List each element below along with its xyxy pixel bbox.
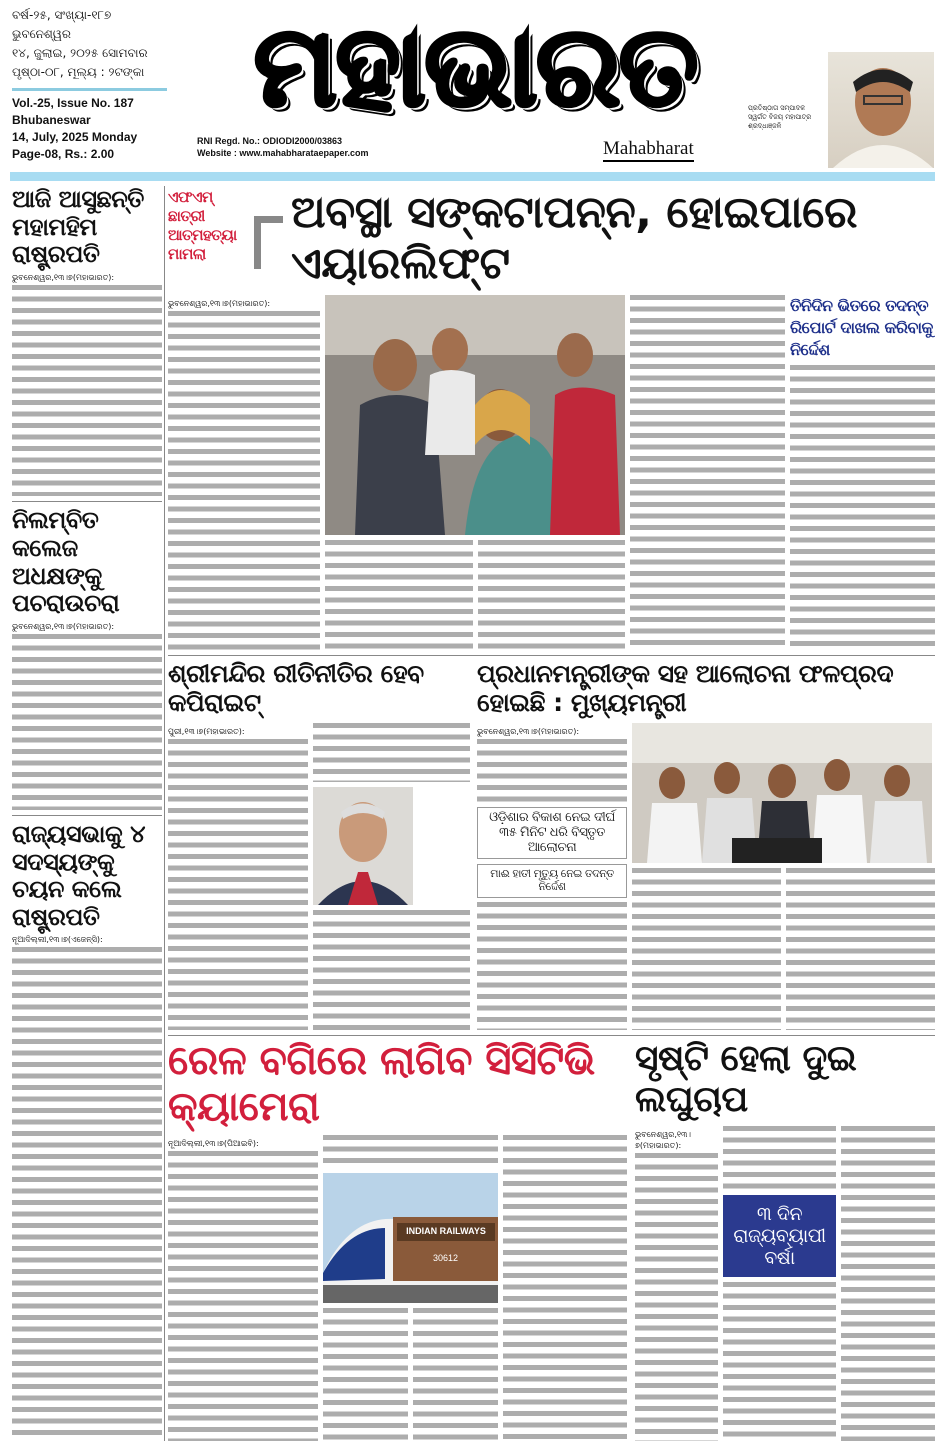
rail-column — [168, 1135, 318, 1441]
temple-column — [313, 723, 470, 1031]
highlight-box: ମାଈ ହାତୀ ମୃତ୍ୟୁ ନେଇ ତଦନ୍ତ ନିର୍ଦ୍ଦେଶ — [477, 864, 627, 897]
english-info-line: Bhubaneswar — [12, 113, 91, 127]
cm-story — [477, 660, 935, 1030]
article-body-text — [478, 540, 626, 650]
headline-rajyasabha: ରାଜ୍ୟସଭାକୁ ୪ ସଦସ୍ୟଙ୍କୁ ଚୟନ କଲେ ରାଷ୍ଟ୍ରପତି — [12, 820, 145, 931]
headline-rail: ରେଳ ବଗିରେ ଲାଗିବ ସିସିଟିଭି କ୍ୟାମେରା — [168, 1038, 595, 1130]
english-name: Mahabharat — [603, 138, 694, 162]
lead-photo-column — [325, 295, 625, 650]
article-body-text — [323, 1135, 498, 1168]
article-body-text — [168, 1151, 318, 1441]
article-body-text — [313, 723, 470, 783]
rail-photo-text — [323, 1308, 498, 1441]
lead-subhead: ତିନିଦିନ ଭିତରେ ତଦନ୍ତ ରିପୋର୍ଟ ଦାଖଲ କରିବାକୁ ନିର୍ଦ୍ଦେଶ — [790, 296, 933, 360]
article-body-text — [632, 868, 781, 1031]
lead-kicker: ଏଫଏମ୍ ଛାତ୍ରୀ ଆତ୍ମହତ୍ୟା ମାମଲା — [168, 188, 237, 263]
odia-info-line: ୧୪, ଜୁଲାଇ, ୨୦୨୫ ସୋମବାର — [12, 46, 148, 60]
divider — [12, 88, 167, 91]
weather-story — [635, 1038, 935, 1441]
article-body-text — [313, 910, 470, 1030]
dateline: ଭୁବନେଶ୍ୱର,୧୩।୭(ମହାଭାରତ): — [635, 1129, 691, 1150]
article-body-text — [323, 1308, 408, 1441]
rail-story — [168, 1038, 627, 1441]
cm-column — [477, 723, 627, 1031]
cm-photo-text — [632, 868, 935, 1031]
dateline: ଭୁବନେଶ୍ୱର,୧୩।୭(ମହାଭାରତ): — [477, 726, 580, 736]
kicker-bracket — [254, 216, 283, 269]
dateline: ଭୁବନେଶ୍ୱର,୧୩।୭(ମହାଭାରତ): — [12, 621, 115, 631]
divider — [168, 655, 935, 656]
rni-number: RNI Regd. No.: ODIODI2000/03863 — [197, 136, 343, 146]
weather-column — [635, 1126, 718, 1441]
article-body-text — [168, 311, 320, 650]
dateline: ନୂଆଦିଲ୍ଲୀ,୧୩।୭(ଏଜେନ୍ସି): — [12, 935, 103, 945]
newspaper-logo: ମହାଭାରତ — [253, 2, 697, 132]
article-body-text — [841, 1126, 935, 1441]
lead-photo — [325, 295, 625, 535]
accent-bar — [10, 172, 935, 181]
article-body-text — [786, 868, 935, 1031]
left-column — [12, 186, 162, 1441]
temple-story — [168, 660, 470, 1030]
divider — [12, 815, 162, 816]
article-body-text — [790, 365, 935, 650]
lead-body — [168, 295, 935, 650]
article-body-text — [477, 739, 627, 803]
odia-info-line: ଭୁବନେଶ୍ୱର — [12, 27, 71, 41]
rail-column — [503, 1135, 627, 1441]
article-body-text — [630, 295, 785, 650]
weather-body — [635, 1126, 935, 1441]
article-body-text — [723, 1126, 836, 1190]
founder-caption — [748, 104, 826, 131]
english-info-line: 14, July, 2025 Monday — [12, 130, 138, 144]
caption-line: ଶ୍ରଦ୍ଧାଞ୍ଜଳି — [748, 122, 782, 130]
odia-info-line: ବର୍ଷ-୨୫, ସଂଖ୍ୟା-୧୮୭ — [12, 8, 112, 22]
dateline: ଭୁବନେଶ୍ୱର,୧୩।୭(ମହାଭାରତ): — [168, 299, 271, 309]
cm-body — [477, 723, 935, 1031]
founder-photo — [828, 52, 934, 168]
caption-line: ସ୍ୱର୍ଗତ ବିଜୟ ମହାପାତ୍ର — [748, 113, 812, 121]
headline-college: ନିଲମ୍ବିତ କଲେଜ ଅଧକ୍ଷଙ୍କୁ ପଚରାଉଚରା — [12, 506, 120, 618]
temple-column — [168, 723, 308, 1031]
headline-weather: ସୃଷ୍ଟି ହେଲା ଦୁଇ ଲଘୁଚାପ — [635, 1038, 857, 1121]
rail-photo-column — [323, 1135, 498, 1441]
dateline: ନୂଆଦିଲ୍ଲୀ,୧୩।୭(ପିଆଇବି): — [168, 1139, 259, 1148]
weather-column — [723, 1126, 836, 1441]
lead-column — [790, 295, 935, 650]
article-body-text — [12, 285, 162, 497]
divider — [168, 1035, 935, 1036]
article-body-text — [477, 902, 627, 1030]
article-body-text — [635, 1153, 718, 1441]
weather-column — [841, 1126, 935, 1441]
article-body-text — [12, 634, 162, 810]
cm-photo-column — [632, 723, 935, 1031]
english-info-line: Vol.-25, Issue No. 187 — [12, 96, 134, 110]
odia-issue-info — [12, 6, 148, 82]
article-body-text — [168, 739, 308, 1031]
lead-header — [168, 188, 935, 289]
lead-column — [168, 295, 320, 650]
article-body-text — [723, 1282, 836, 1441]
highlight-box: ଓଡ଼ିଶାର ବିକାଶ ନେଇ ଦୀର୍ଘ ୩୫ ମିନିଟ ଧରି ବିସ୍ତୃତ ଆଲୋଚନା — [477, 807, 627, 860]
dateline: ଭୁବନେଶ୍ୱର,୧୩।୭(ମହାଭାରତ): — [12, 272, 115, 282]
headline-temple: ଶ୍ରୀମନ୍ଦିର ରୀତିନୀତିର ହେବ କପିରାଇଟ୍ — [168, 660, 424, 717]
column-rule — [164, 186, 165, 1441]
english-issue-info — [12, 95, 137, 163]
english-info-line: Page-08, Rs.: 2.00 — [12, 147, 115, 161]
temple-official-photo — [313, 787, 413, 905]
lead-column — [630, 295, 785, 650]
temple-body — [168, 723, 470, 1031]
article-body-text — [325, 540, 473, 650]
article-body-text — [12, 947, 162, 1441]
dateline: ପୁରୀ,୧୩।୭(ମହାଭାରତ): — [168, 726, 245, 736]
lead-story — [168, 188, 935, 650]
divider — [12, 501, 162, 502]
headline-cm: ପ୍ରଧାନମନ୍ତ୍ରୀଙ୍କ ସହ ଆଲୋଚନା ଫଳପ୍ରଦ ହୋଇଛି : ମୁଖ୍ୟମନ୍ତ୍ରୀ — [477, 660, 894, 717]
weather-highlight-box: ୩ ଦିନ ରାଜ୍ୟବ୍ୟାପୀ ବର୍ଷା — [723, 1195, 836, 1277]
train-photo — [323, 1173, 498, 1303]
article-body-text — [413, 1308, 498, 1441]
article-body-text — [503, 1135, 627, 1441]
cm-press-photo — [632, 723, 935, 863]
train-sign: INDIAN RAILWAYS — [406, 1226, 486, 1237]
rail-body — [168, 1135, 627, 1441]
lead-headline: ଅବସ୍ଥା ସଙ୍କଟାପନ୍ନ, ହୋଇପାରେ ଏୟାରଲିଫ୍ଟ — [291, 188, 858, 289]
train-number: 30612 — [433, 1253, 459, 1264]
caption-line: ପ୍ରତିଷ୍ଠାତା ସମ୍ପାଦକ — [748, 104, 805, 112]
lead-photo-text — [325, 540, 625, 650]
odia-info-line: ପୃଷ୍ଠା-୦୮, ମୂଲ୍ୟ : ୨ଟଙ୍କା — [12, 65, 145, 79]
website: Website : www.mahabharataepaper.com — [197, 148, 369, 158]
headline-president: ଆଜି ଆସୁଛନ୍ତି ମହାମହିମ ରାଷ୍ଟ୍ରପତି — [12, 186, 144, 269]
